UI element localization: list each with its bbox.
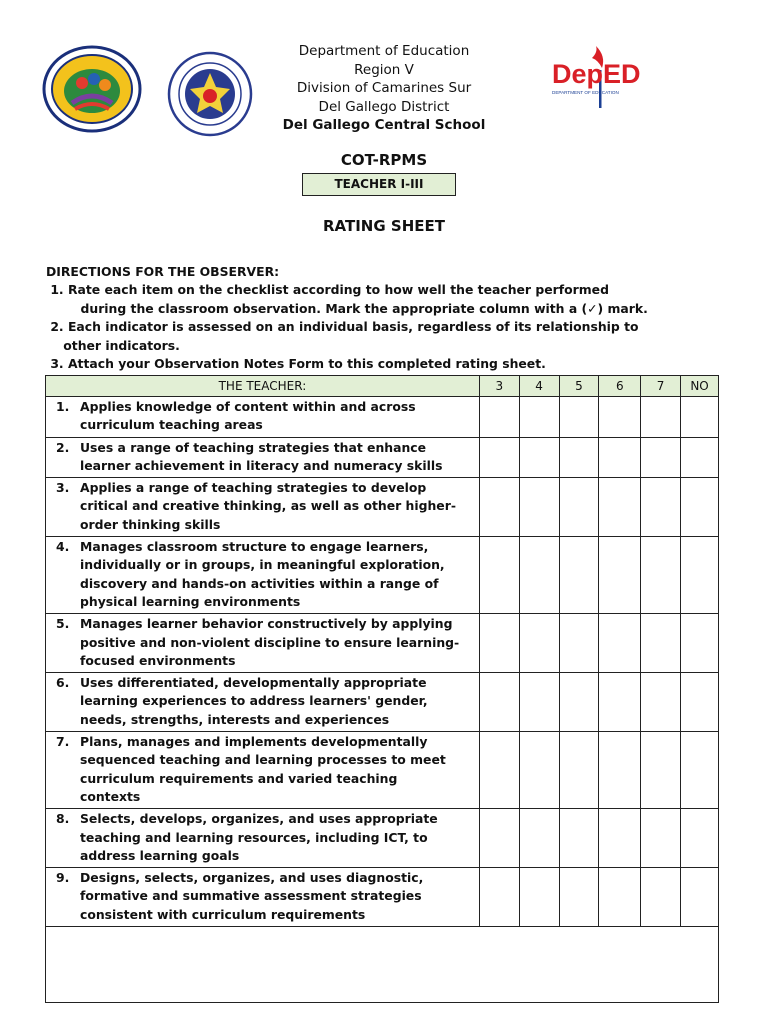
rating-cell-5[interactable] [559,437,599,478]
rating-cell-7[interactable] [641,478,681,537]
rating-cell-4[interactable] [519,732,559,809]
table-row [46,478,719,537]
rating-cell-4[interactable] [519,437,559,478]
rating-cell-4[interactable] [519,397,559,438]
indicator-number: 9. [56,870,70,886]
table-row-blank [46,927,719,1003]
rating-cell-no[interactable] [681,537,719,614]
rating-cell-7[interactable] [641,732,681,809]
table-row [46,732,719,809]
rating-cell-3[interactable] [479,478,519,537]
rating-cell-5[interactable] [559,732,599,809]
rating-cell-3[interactable] [479,732,519,809]
rating-cell-7[interactable] [641,868,681,927]
teacher-level-badge: TEACHER I-III [302,173,456,196]
rating-cell-7[interactable] [641,614,681,673]
indicator-number: 5. [56,616,70,632]
table-row [46,868,719,927]
sheet-title: RATING SHEET [323,217,445,235]
column-header-3: 3 [479,376,519,397]
indicator-text: Uses differentiated, developmentally appropriate learning experiences to address learners' gender, needs, strengths, interests and experiences [80,675,428,727]
letterhead-line-department: Department of Education [298,43,470,59]
indicator-text: Manages learner behavior constructively by applying positive and non-violent discipline to ensure learning- focused environments [80,616,460,668]
rating-table-header [46,376,719,397]
rating-cell-3[interactable] [479,537,519,614]
column-header-5: 5 [559,376,599,397]
letterhead-line-division: Division of Camarines Sur [296,80,472,96]
indicator-cell [46,732,480,809]
rating-cell-6[interactable] [599,868,641,927]
indicator-number: 4. [56,539,70,555]
direction-line: during the classroom observation. Mark the appropriate column with a (✓) mark. [46,300,648,316]
direction-line: 1. Rate each item on the checklist according to how well the teacher performed [46,282,609,298]
rating-cell-4[interactable] [519,537,559,614]
rating-cell-4[interactable] [519,614,559,673]
letterhead [234,42,534,135]
rating-cell-7[interactable] [641,397,681,438]
rating-cell-5[interactable] [559,397,599,438]
observer-directions [46,263,736,373]
rating-cell-6[interactable] [599,809,641,868]
column-header-7: 7 [641,376,681,397]
rating-cell-6[interactable] [599,437,641,478]
indicator-number: 7. [56,734,70,750]
direction-line: 2. Each indicator is assessed on an individual basis, regardless of its relationship to [46,319,639,335]
table-row [46,809,719,868]
column-header-6: 6 [599,376,641,397]
rating-cell-3[interactable] [479,437,519,478]
indicator-text: Uses a range of teaching strategies that enhance learner achievement in literacy and numeracy skills [80,439,443,473]
deped-wordmark-logo [548,40,652,108]
rating-cell-4[interactable] [519,868,559,927]
svg-text:DEPARTMENT OF EDUCATION: DEPARTMENT OF EDUCATION [552,90,619,95]
rating-cell-4[interactable] [519,478,559,537]
rating-cell-6[interactable] [599,478,641,537]
rating-cell-5[interactable] [559,868,599,927]
rating-cell-5[interactable] [559,809,599,868]
rating-cell-6[interactable] [599,673,641,732]
rating-cell-6[interactable] [599,537,641,614]
rating-cell-no[interactable] [681,868,719,927]
svg-text:DepED: DepED [552,59,641,89]
indicator-cell [46,673,480,732]
rating-cell-6[interactable] [599,397,641,438]
indicator-number: 1. [56,399,70,414]
rating-cell-4[interactable] [519,809,559,868]
direction-line: 3. Attach your Observation Notes Form to this completed rating sheet. [46,356,546,372]
rating-cell-no[interactable] [681,809,719,868]
indicator-cell [46,809,480,868]
rating-cell-6[interactable] [599,614,641,673]
indicator-cell [46,537,480,614]
table-row [46,614,719,673]
rating-cell-3[interactable] [479,809,519,868]
indicator-number: 2. [56,439,70,455]
rating-cell-5[interactable] [559,614,599,673]
directions-heading: DIRECTIONS FOR THE OBSERVER: [46,264,280,279]
rating-cell-no[interactable] [681,437,719,478]
table-row [46,437,719,478]
table-row [46,397,719,438]
rating-cell-7[interactable] [641,809,681,868]
indicator-cell [46,397,480,438]
rating-cell-no[interactable] [681,614,719,673]
indicator-text: Applies knowledge of content within and across curriculum teaching areas [80,399,416,433]
rating-cell-no[interactable] [681,732,719,809]
direction-line: other indicators. [46,337,180,353]
rating-cell-4[interactable] [519,673,559,732]
indicator-text: Applies a range of teaching strategies to develop critical and creative thinking, as well as other higher- order thinking skills [80,480,456,532]
rating-cell-6[interactable] [599,732,641,809]
form-title: COT-RPMS [340,151,428,169]
table-row [46,537,719,614]
rating-cell-7[interactable] [641,537,681,614]
rating-cell-3[interactable] [479,397,519,438]
indicator-cell [46,437,480,478]
school-seal-logo [42,45,142,133]
rating-cell-3[interactable] [479,673,519,732]
table-row [46,673,719,732]
rating-table [45,375,719,1003]
rating-cell-no[interactable] [681,397,719,438]
letterhead-line-district: Del Gallego District [318,98,450,115]
rating-cell-5[interactable] [559,537,599,614]
school-name: Del Gallego Central School [282,117,486,133]
column-header-no: NO [681,376,719,397]
indicator-number: 6. [56,675,70,691]
indicator-number: 3. [56,480,70,496]
indicator-text: Plans, manages and implements developmentally sequenced teaching and learning processes to meet curriculum requirements and varied teaching contexts [80,734,446,804]
rating-cell-no[interactable] [681,478,719,537]
indicator-text: Selects, develops, organizes, and uses appropriate teaching and learning resources, including ICT, to address learning goals [80,811,438,863]
column-header-teacher: THE TEACHER: [46,376,480,397]
rating-cell-3[interactable] [479,868,519,927]
letterhead-line-region: Region V [354,61,414,78]
rating-cell-3[interactable] [479,614,519,673]
indicator-number: 8. [56,811,70,827]
rating-cell-5[interactable] [559,478,599,537]
rating-cell-7[interactable] [641,673,681,732]
rating-cell-no[interactable] [681,673,719,732]
rating-cell-7[interactable] [641,437,681,478]
indicator-cell [46,478,480,537]
blank-notes-cell[interactable] [46,927,719,1003]
indicator-cell [46,614,480,673]
rating-cell-5[interactable] [559,673,599,732]
indicator-text: Designs, selects, organizes, and uses diagnostic, formative and summative assessment strategies consistent with curriculum requirements [80,870,424,922]
indicator-text: Manages classroom structure to engage learners, individually or in groups, in meaningful exploration, discovery and hands-on activities within a range of physical learning environments [80,539,445,609]
indicator-cell [46,868,480,927]
column-header-4: 4 [519,376,559,397]
